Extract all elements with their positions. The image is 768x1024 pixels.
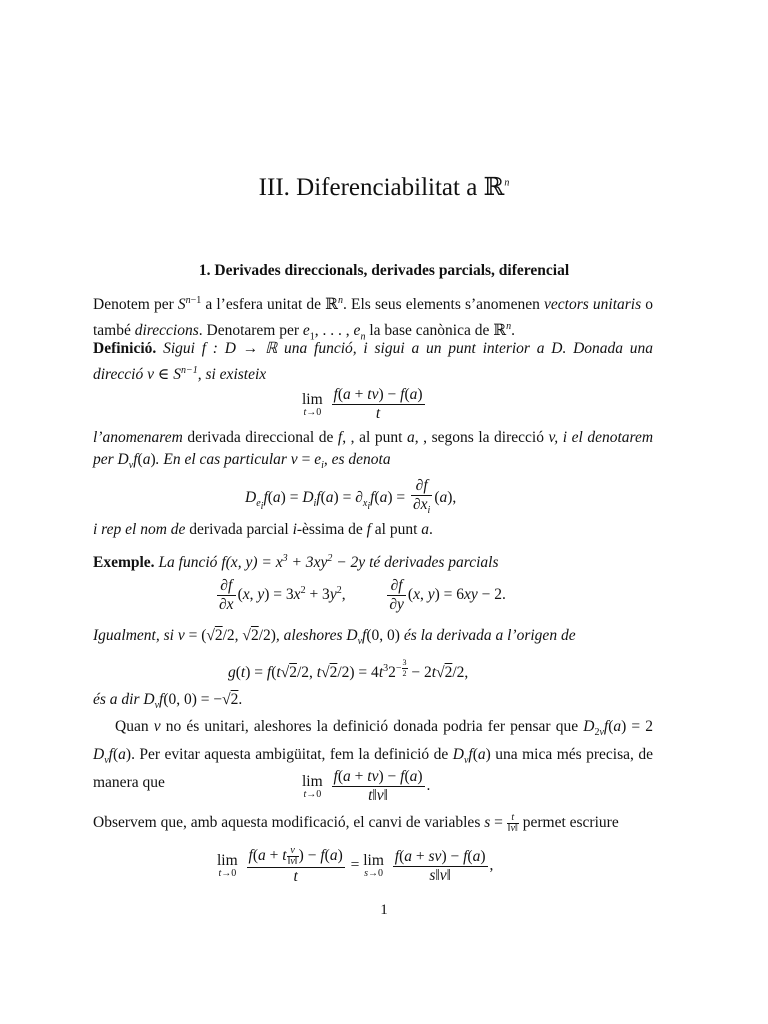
definition-label: Definició. [93,340,157,357]
example-block: Exemple. La funció f(x, $y) = x^3 + 3xy^2 - 2y$ té derivades parcials [93,553,499,572]
section-heading: 1. Derivades direccionals, derivades parcials, diferencial [198,262,570,279]
paragraph-partial-name: i rep el nom de derivada parcial i-èssima de f al punt a. [93,521,433,538]
paragraph-observem: Observem que, amb aquesta modificació, el canvi de variables s = $\frac{t}{‖v‖}$ permet escriure [93,811,619,834]
example-label: Exemple. [93,554,155,572]
equation-refined-limit: lim t→0 $\frac{f(a + tv) - f(a)}{t‖v‖}$ . [302,768,431,804]
equation-partial-derivative: $D_{e_i}f(a) = D_if(a) = \partial_{x_i}f(a)$ = $\frac{\partial f}{\partial x_i}$ (a), [245,477,457,517]
page-title: III. Diferenciabilitat a ℝ$^n$ [258,174,510,201]
equation-example-partials: $\frac{\partial f}{\partial x}$ (x, $y) = 3x^2 + 3y^2$, $\frac{\partial f}{\partial y}$ (x, y) = 6xy − 2. [219,577,506,613]
equation-directional-limit: lim t→0 $\frac{f(a + tv) - f(a)}{t}$ [302,386,423,422]
page-number: 1 [380,902,388,918]
paragraph-non-unit: Quan v no és unitari, aleshores la definició donada podria fer pensar que $D_{2v}f(a) = 2$ $D_vf(a)$. Per evitar aquesta ambigüitat, fem la definició de $D_vf(a)$ una mica més precisa, de manera que [93,718,654,792]
paragraph-es-a-dir: és a dir $D_vf(0$, 0) = −√2. [93,691,243,712]
paragraph-directional-derivative: l’anomenarem derivada direccional de f, , al punt a, , segons la direcció v, i el denotarem per $D_vf(a)$. En el cas particular $v = e_i$, es denota [93,429,654,472]
paragraph-intro: Denotem per $S^{n-1}$ a l’esfera unitat de ℝ$^n$. Els seus elements s’anomenen vectors unitaris o també direccions. Denotarem per $e_1$, . . . , $e_n$ la base canònica de ℝ$^n$. [93,295,654,343]
definition-block: Definició. Sigui f : D → ℝ una funció, i sigui a un punt interior a D. Donada una direcció v ∈ $S^{n-1}$, si existeix [93,340,654,384]
paragraph-igualment: Igualment, si v = (√2/2, √2/2), aleshores $D_vf(0$, 0) és la derivada a l’origen de [93,627,576,648]
equation-change-of-variables: lim t→0 f(a + t $\frac{v}{‖v‖}$ ) − f(a) t = lim s→0 $\frac{f(a + sv) - f(a)}{s‖v‖}$ , [217,845,494,885]
equation-g-of-t: g(t) = f(t√2/2, $t√2/2) = 4t^32^{- \frac{3}{2}}$ − 2t√2/2, [228,658,469,681]
